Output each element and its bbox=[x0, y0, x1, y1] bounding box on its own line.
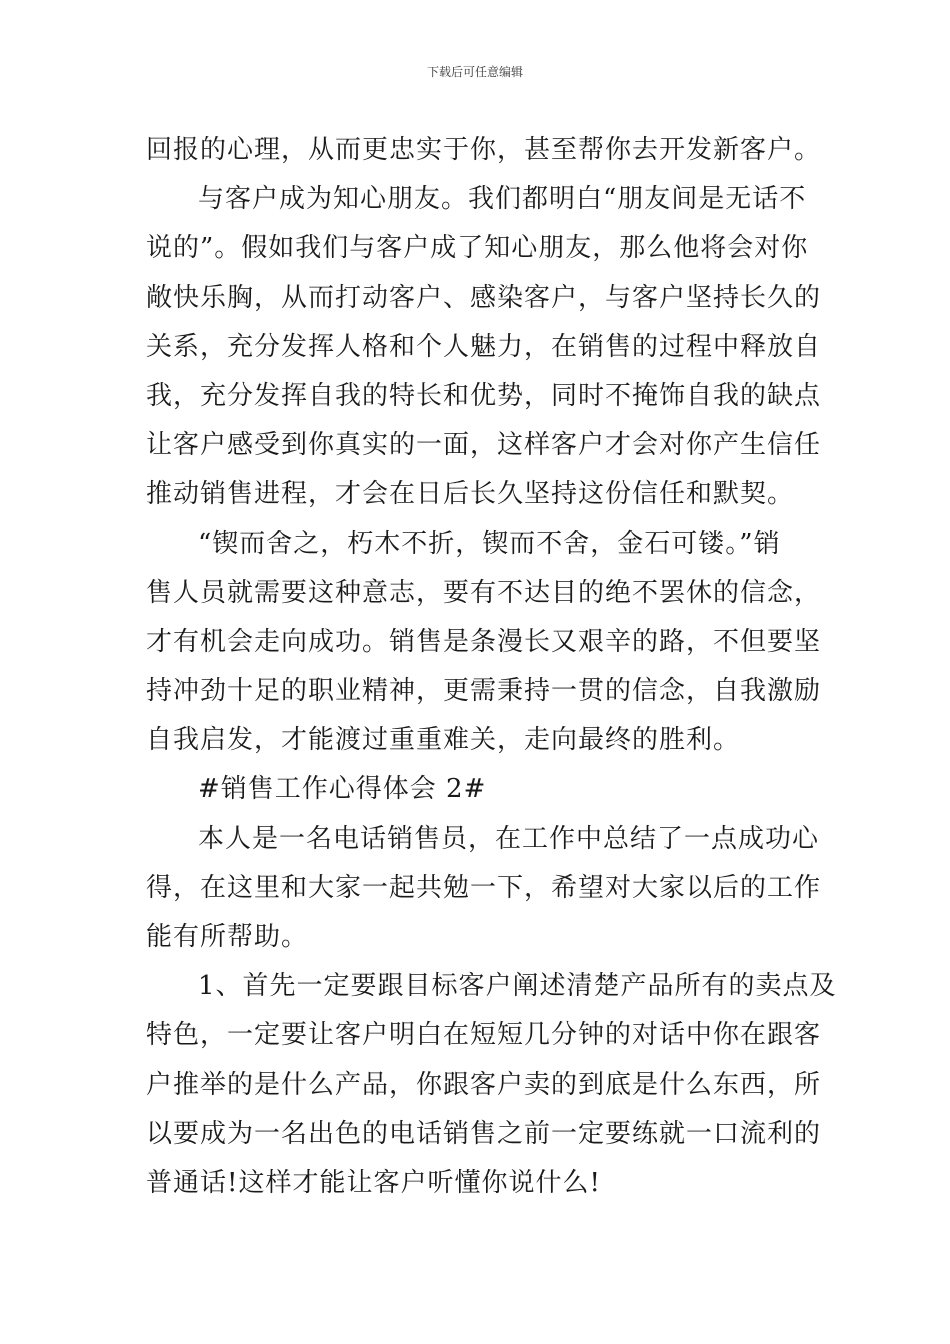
paragraph-start-line: “锲而舍之，朽木不折，锲而不舍，金石可镂。”销 bbox=[198, 528, 781, 559]
text-line: 特色，一定要让客户明白在短短几分钟的对话中你在跟客 bbox=[146, 1020, 822, 1051]
text-line: 说的”。假如我们与客户成了知心朋友，那么他将会对你 bbox=[146, 233, 809, 264]
text-line: 回报的心理，从而更忠实于你，甚至帮你去开发新客户。 bbox=[146, 135, 822, 165]
text-line: 推动销售进程，才会在日后长久坚持这份信任和默契。 bbox=[146, 479, 795, 510]
text-line: 敞快乐胸，从而打动客户、感染客户，与客户坚持长久的 bbox=[146, 282, 822, 313]
paragraph-start-line: 本人是一名电话销售员，在工作中总结了一点成功心 bbox=[198, 823, 820, 854]
page-header: 下载后可任意编辑 bbox=[426, 65, 523, 79]
text-line: 才有机会走向成功。销售是条漫长又艰辛的路，不但要坚 bbox=[146, 626, 822, 657]
document-body bbox=[146, 126, 837, 1208]
text-line: 得，在这里和大家一起共勉一下，希望对大家以后的工作 bbox=[146, 872, 822, 903]
text-line: 我，充分发挥自我的特长和优势，同时不掩饰自我的缺点 bbox=[146, 380, 822, 411]
text-line: 能有所帮助。 bbox=[146, 922, 309, 952]
section-heading: #销售工作心得体会 2# bbox=[198, 774, 487, 805]
paragraph-start-line: 1、首先一定要跟目标客户阐述清楚产品所有的卖点及 bbox=[198, 971, 837, 1002]
text-line: 售人员就需要这种意志，要有不达目的绝不罢休的信念， bbox=[146, 577, 822, 608]
text-line: 自我启发，才能渡过重重难关，走向最终的胜利。 bbox=[146, 725, 741, 756]
text-line: 以要成为一名出色的电话销售之前一定要练就一口流利的 bbox=[146, 1118, 822, 1149]
text-line: 普通话!这样才能让客户听懂你说什么! bbox=[146, 1167, 601, 1198]
text-line: 户推举的是什么产品，你跟客户卖的到底是什么东西，所 bbox=[146, 1069, 822, 1100]
paragraph-start-line: 与客户成为知心朋友。我们都明白“朋友间是无话不 bbox=[198, 184, 807, 215]
text-line: 持冲劲十足的职业精神，更需秉持一贯的信念，自我激励 bbox=[146, 676, 822, 707]
text-line: 让客户感受到你真实的一面，这样客户才会对你产生信任 bbox=[146, 430, 822, 461]
text-line: 关系，充分发挥人格和个人魅力，在销售的过程中释放自 bbox=[146, 331, 822, 362]
